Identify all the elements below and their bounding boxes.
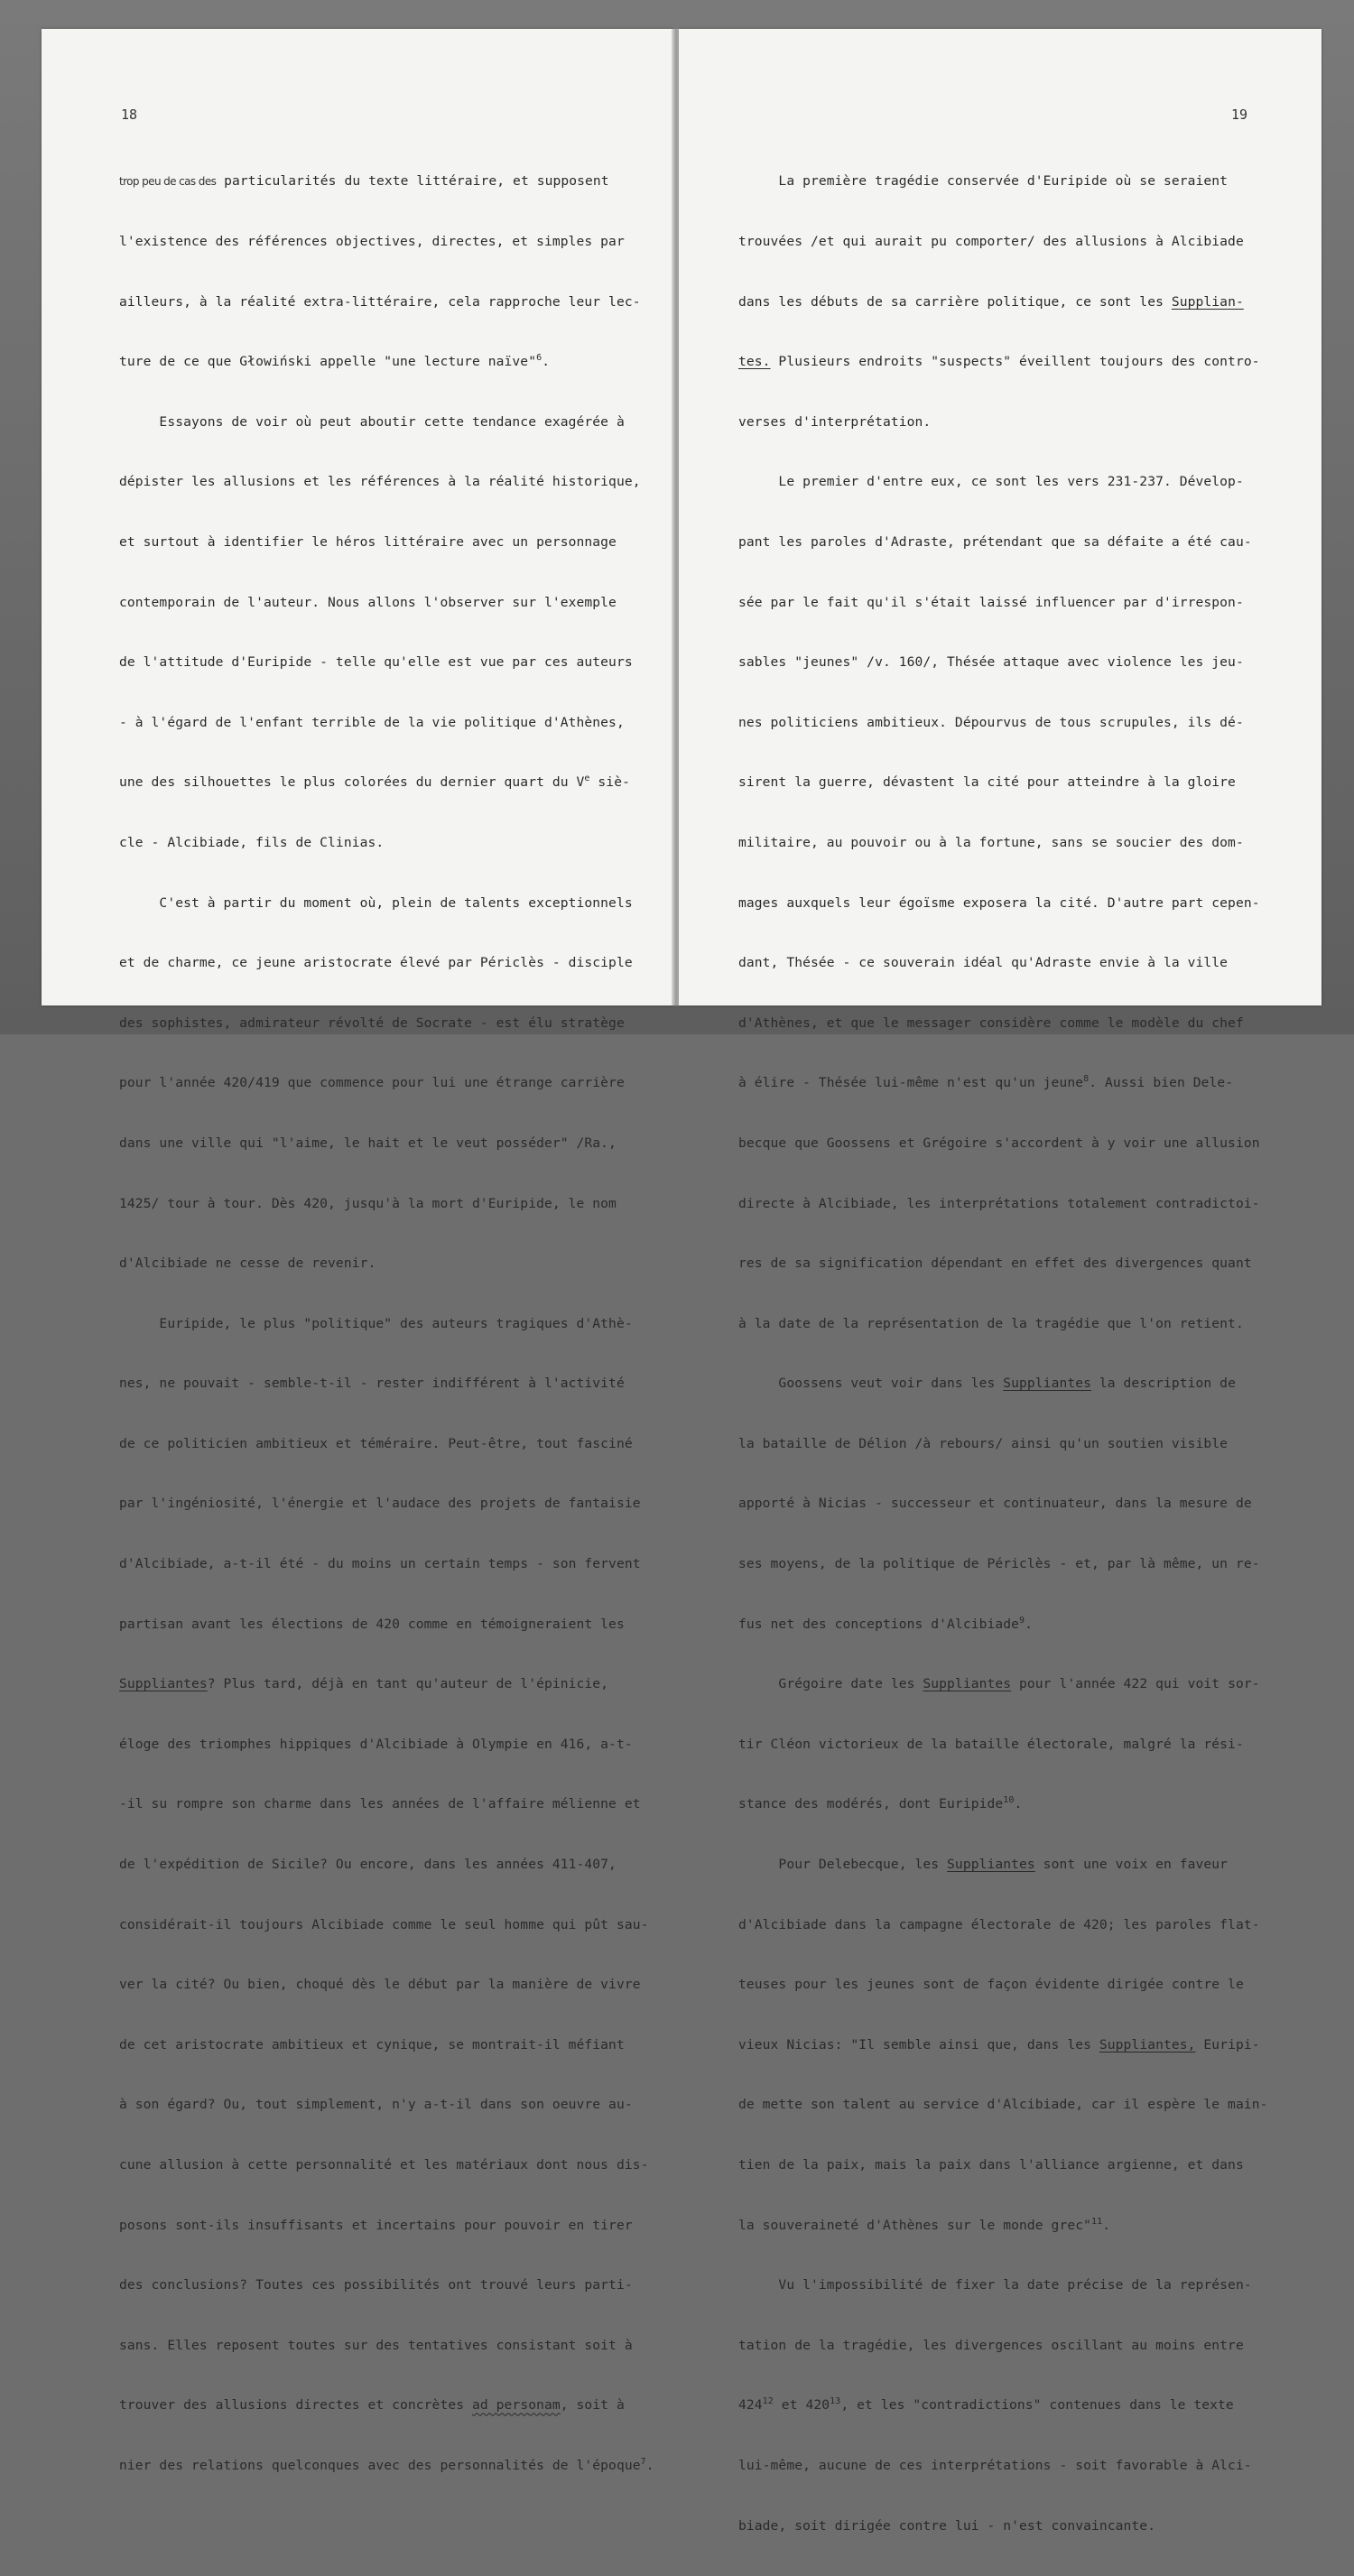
text-line: à élire - Thésée lui-même n'est qu'un jeune$^8$. Aussi bien Dele-	[738, 1074, 1234, 1091]
text-line: trop peu de cas des particularités du texte littéraire, et supposent	[119, 173, 609, 190]
text-line: $424^{12}$ et $420^{13}$, et les "contradictions" contenues dans le texte	[738, 2396, 1234, 2414]
text-line: stance des modérés, dont Euripide$^{10}$.	[738, 1795, 1023, 1812]
text-line: d'Alcibiade dans la campagne électorale de 420; les paroles flat-	[738, 1916, 1260, 1932]
text-line: dans les débuts de sa carrière politique, ce sont les Supplian-	[738, 293, 1244, 310]
text-line: éloge des triomphes hippiques d'Alcibiade à Olympie en 416, a-t-	[119, 1736, 633, 1752]
text-line: Pour Delebecque, les Suppliantes sont une voix en faveur	[738, 1857, 1229, 1873]
text-line: sables "jeunes" /v. 160/, Thésée attaque avec violence les jeu-	[738, 654, 1244, 671]
text-line: teuses pour les jeunes sont de façon évidente dirigée contre le	[738, 1977, 1244, 1993]
superscript: e	[584, 774, 590, 784]
footnote-ref: 11	[1091, 2216, 1103, 2227]
text-line: partisan avant les élections de 420 comme en témoigneraient les	[119, 1616, 625, 1632]
footnote-ref: 6	[536, 353, 543, 364]
text-line: posons sont-ils insuffisants et incertains pour pouvoir en tirer	[119, 2217, 633, 2233]
text-line: Vu l'impossibilité de fixer la date précise de la représen-	[738, 2277, 1252, 2293]
text-line: pant les paroles d'Adraste, prétendant que sa défaite a été cau-	[738, 533, 1252, 550]
text-line: nes politiciens ambitieux. Dépourvus de tous scrupules, ils dé-	[738, 714, 1244, 730]
text-line: nes, ne pouvait - semble-t-il - rester indifférent à l'activité	[119, 1376, 625, 1392]
footnote-ref: 10	[1003, 1795, 1015, 1806]
footnote-ref: 9	[1019, 1615, 1025, 1626]
text-line: C'est à partir du moment où, plein de talents exceptionnels	[119, 894, 633, 911]
text-line: Essayons de voir où peut aboutir cette tendance exagérée à	[119, 413, 625, 430]
text-line: directe à Alcibiade, les interprétations totalement contradictoi-	[738, 1195, 1260, 1211]
page-number: 18	[121, 107, 138, 123]
text-line: considérait-il toujours Alcibiade comme le seul homme qui pût sau-	[119, 1916, 649, 1932]
text-line: militaire, au pouvoir ou à la fortune, sans se soucier des dom-	[738, 834, 1244, 850]
text-line: Grégoire date les Suppliantes pour l'année 422 qui voit sor-	[738, 1676, 1260, 1692]
text-line: tation de la tragédie, les divergences oscillant au moins entre	[738, 2337, 1244, 2353]
text-line: pour l'année 420/419 que commence pour lui une étrange carrière	[119, 1075, 625, 1091]
text-line: apporté à Nicias - successeur et continuateur, dans la mesure de	[738, 1496, 1252, 1512]
text-line: Euripide, le plus "politique" des auteurs tragiques d'Athè-	[119, 1315, 633, 1331]
text-line: la souveraineté d'Athènes sur le monde grec"$^{11}$.	[738, 2216, 1111, 2233]
text-line: -il su rompre son charme dans les années de l'affaire mélienne et	[119, 1796, 641, 1812]
text-line: Le premier d'entre eux, ce sont les vers 231-237. Dévelop-	[738, 474, 1244, 490]
text-line: dant, Thésée - ce souverain idéal qu'Adraste envie à la ville	[738, 955, 1229, 971]
text-line: une des silhouettes le plus colorées du dernier quart du Ve siè-	[119, 774, 630, 791]
underlined-title: Suppliantes	[923, 1676, 1012, 1692]
text-line: à la date de la représentation de la tragédie que l'on retient.	[738, 1315, 1244, 1331]
text-line: mages auxquels leur égoïsme exposera la cité. D'autre part cepen-	[738, 894, 1260, 911]
text-line: de cet aristocrate ambitieux et cynique, se montrait-il méfiant	[119, 2036, 625, 2052]
text-line: la bataille de Délion /à rebours/ ainsi qu'un soutien visible	[738, 1435, 1229, 1451]
page-number: 19	[1231, 107, 1248, 123]
text-line: vieux Nicias: "Il semble ainsi que, dans les Suppliantes, Euripi-	[738, 2036, 1260, 2052]
underlined-title: Suppliantes	[947, 1857, 1035, 1873]
text-line: d'Alcibiade ne cesse de revenir.	[119, 1256, 376, 1272]
text-line: des sophistes, admirateur révolté de Socrate - est élu stratège	[119, 1015, 625, 1031]
text-line: tes. Plusieurs endroits "suspects" éveillent toujours des contro-	[738, 354, 1260, 370]
text-line: trouvées /et qui aurait pu comporter/ des allusions à Alcibiade	[738, 234, 1244, 249]
text-line: nier des relations quelconques avec des personnalités de l'époque$^7$.	[119, 2457, 654, 2473]
text-line: dépister les allusions et les références à la réalité historique,	[119, 474, 641, 490]
text-line: de l'attitude d'Euripide - telle qu'elle est vue par ces auteurs	[119, 654, 633, 671]
text-line: trouver des allusions directes et concrètes ad personam, soit à	[119, 2397, 625, 2414]
text-line: ver la cité? Ou bien, choqué dès le début par la manière de vivre	[119, 1977, 641, 1993]
text-line: lui-même, aucune de ces interprétations - soit favorable à Alci-	[738, 2457, 1252, 2473]
underlined-title: Suppliantes	[1003, 1376, 1091, 1392]
underlined-title: Suppliantes	[119, 1676, 208, 1692]
text-line: sirent la guerre, dévastent la cité pour atteindre à la gloire	[738, 774, 1236, 791]
text-line: - à l'égard de l'enfant terrible de la vie politique d'Athènes,	[119, 714, 625, 730]
text-line: fus net des conceptions d'Alcibiade$^9$.	[738, 1615, 1034, 1632]
underlined-title: tes.	[738, 354, 771, 370]
underlined-title: Supplian-	[1171, 293, 1244, 310]
text-line: La première tragédie conservée d'Euripide où se seraient	[738, 173, 1229, 190]
wavy-underlined-phrase: ad personam	[472, 2397, 561, 2414]
text-line: et de charme, ce jeune aristocrate élevé par Périclès - disciple	[119, 955, 633, 971]
text-line: à son égard? Ou, tout simplement, n'y a-t-il dans son oeuvre au-	[119, 2097, 633, 2113]
text-line: Suppliantes? Plus tard, déjà en tant qu'auteur de l'épinicie,	[119, 1676, 609, 1692]
text-line: ture de ce que Głowiński appelle "une lecture naïve"$^6$.	[119, 353, 551, 370]
text-line: de mette son talent au service d'Alcibiade, car il espère le main-	[738, 2097, 1268, 2113]
right-page-text	[738, 132, 1298, 2576]
footnote-ref: 8	[1083, 1074, 1090, 1085]
text-line: ailleurs, à la réalité extra-littéraire, cela rapproche leur lec-	[119, 293, 641, 310]
text-line: dans une ville qui "l'aime, le hait et le veut posséder" /Ra.,	[119, 1135, 617, 1151]
text-line: sée par le fait qu'il s'était laissé influencer par d'irrespon-	[738, 594, 1244, 610]
left-page-text	[119, 132, 661, 2516]
text-line: l'existence des références objectives, directes, et simples par	[119, 234, 625, 249]
text-line: tir Cléon victorieux de la bataille électorale, malgré la rési-	[738, 1736, 1244, 1752]
text-line: des conclusions? Toutes ces possibilités ont trouvé leurs parti-	[119, 2277, 633, 2293]
text-line: Goossens veut voir dans les Suppliantes la description de	[738, 1376, 1236, 1392]
text-line: becque que Goossens et Grégoire s'accordent à y voir une allusion	[738, 1135, 1260, 1151]
text-line: res de sa signification dépendant en effet des divergences quant	[738, 1256, 1252, 1272]
text-line: verses d'interprétation.	[738, 413, 932, 430]
underlined-title: Suppliantes,	[1099, 2036, 1196, 2052]
footnote-ref: 13	[830, 2396, 841, 2407]
text-line: de l'expédition de Sicile? Ou encore, dans les années 411-407,	[119, 1857, 617, 1873]
text-line: d'Athènes, et que le messager considère comme le modèle du chef	[738, 1015, 1244, 1031]
text-line: ses moyens, de la politique de Périclès - et, par là même, un re-	[738, 1556, 1260, 1572]
text-line: de ce politicien ambitieux et téméraire. Peut-être, tout fasciné	[119, 1435, 633, 1451]
handwritten-annotation: trop peu de cas des	[119, 175, 217, 189]
text-line: sans. Elles reposent toutes sur des tentatives consistant soit à	[119, 2337, 633, 2353]
text-line: cune allusion à cette personnalité et les matériaux dont nous dis-	[119, 2157, 649, 2173]
text-line: et surtout à identifier le héros littéraire avec un personnage	[119, 533, 617, 550]
left-page	[42, 29, 673, 2473]
text-line: contemporain de l'auteur. Nous allons l'observer sur l'exemple	[119, 594, 617, 610]
text-line: tien de la paix, mais la paix dans l'alliance argienne, et dans	[738, 2157, 1244, 2173]
footnote-ref: 7	[640, 2457, 646, 2468]
text-line: 1425/ tour à tour. Dès 420, jusqu'à la mort d'Euripide, le nom	[119, 1195, 617, 1211]
text-line: cle - Alcibiade, fils de Clinias.	[119, 834, 385, 850]
text-line: biade, soit dirigée contre lui - n'est convaincante.	[738, 2517, 1156, 2534]
footnote-ref: 12	[762, 2396, 774, 2407]
right-page	[679, 29, 1322, 2534]
text-line: par l'ingéniosité, l'énergie et l'audace des projets de fantaisie	[119, 1496, 641, 1512]
text-line: d'Alcibiade, a-t-il été - du moins un certain temps - son fervent	[119, 1556, 641, 1572]
